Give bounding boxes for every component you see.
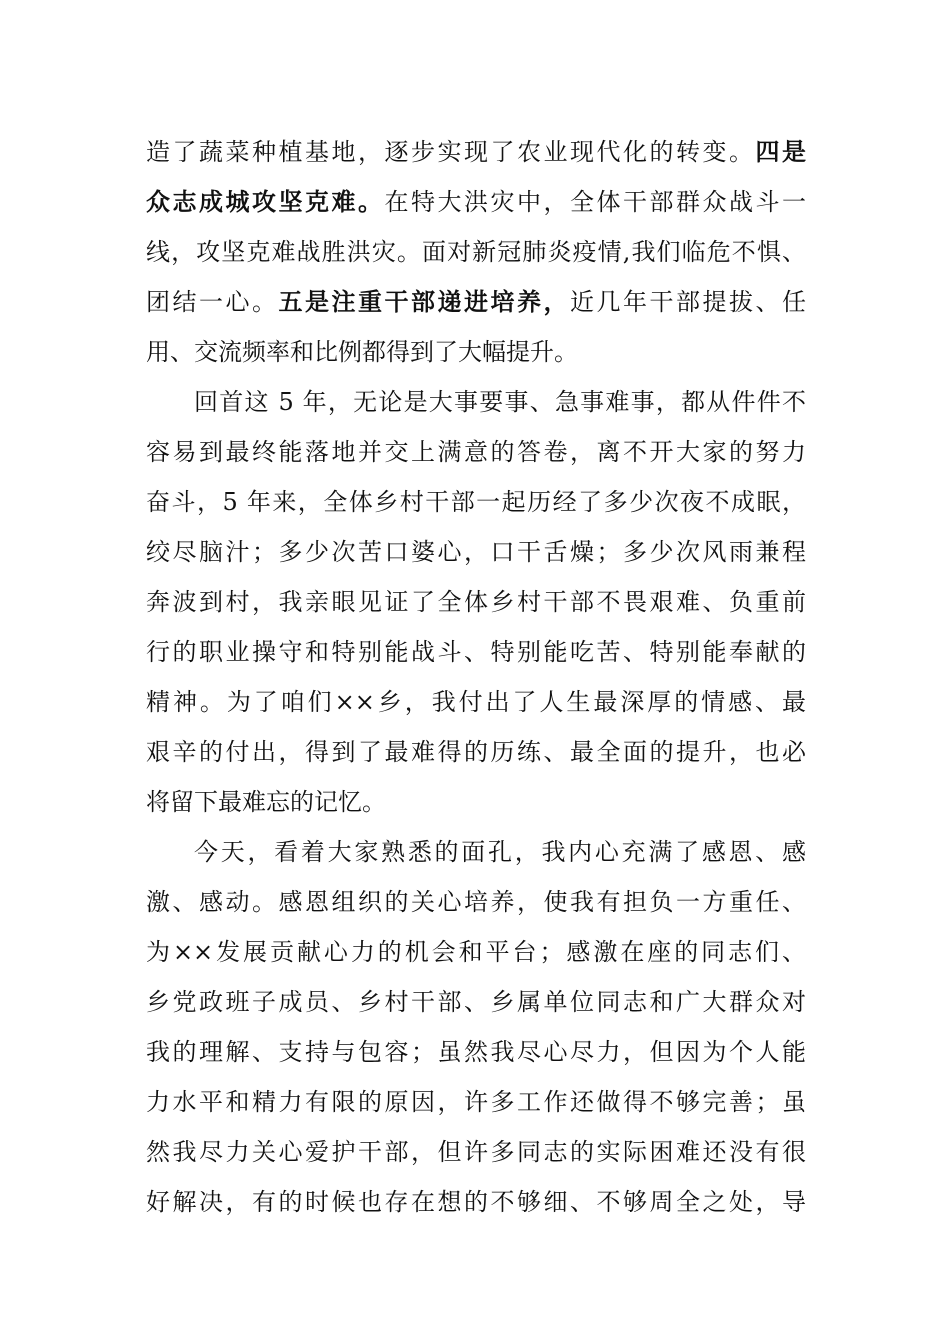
text-line: 力水平和精力有限的原因，许多工作还做得不够完善；虽 [146,1088,806,1116]
text-line: 绞尽脑汁；多少次苦口婆心，口干舌燥；多少次风雨兼程 [146,538,806,566]
text-line: 团结一心。五是注重干部递进培养，近几年干部提拔、任 [146,287,806,316]
text-line: 好解决，有的时候也存在想的不够细、不够周全之处，导 [146,1188,806,1216]
text-line: 用、交流频率和比例都得到了大幅提升。 [146,338,578,366]
text-line: 将留下最难忘的记忆。 [146,788,386,816]
text-line: 造了蔬菜种植基地，逐步实现了农业现代化的转变。四是 [146,137,806,166]
text-line: 众志成城攻坚克难。在特大洪灾中，全体干部群众战斗一 [146,187,806,216]
text-line: 然我尽力关心爱护干部，但许多同志的实际困难还没有很 [146,1138,806,1166]
paragraph-first-line: 今天，看着大家熟悉的面孔，我内心充满了感恩、感 [194,838,806,866]
text-line: 艰辛的付出，得到了最难得的历练、最全面的提升，也必 [146,738,806,766]
text-line: 线，攻坚克难战胜洪灾。面对新冠肺炎疫情,我们临危不惧、 [146,238,806,266]
text-line: 行的职业操守和特别能战斗、特别能吃苦、特别能奉献的 [146,638,806,666]
text-line: 奔波到村，我亲眼见证了全体乡村干部不畏艰难、负重前 [146,588,806,616]
text-line: 精神。为了咱们××乡，我付出了人生最深厚的情感、最 [146,688,806,716]
text-line: 容易到最终能落地并交上满意的答卷，离不开大家的努力 [146,438,806,466]
text-line: 奋斗，5 年来，全体乡村干部一起历经了多少次夜不成眠， [146,488,806,516]
text-line: 为××发展贡献心力的机会和平台；感激在座的同志们、 [146,938,806,966]
paragraph-first-line: 回首这 5 年，无论是大事要事、急事难事，都从件件不 [194,388,806,416]
text-line: 我的理解、支持与包容；虽然我尽心尽力，但因为个人能 [146,1038,806,1066]
text-line: 乡党政班子成员、乡村干部、乡属单位同志和广大群众对 [146,988,806,1016]
text-line: 激、感动。感恩组织的关心培养，使我有担负一方重任、 [146,888,806,916]
